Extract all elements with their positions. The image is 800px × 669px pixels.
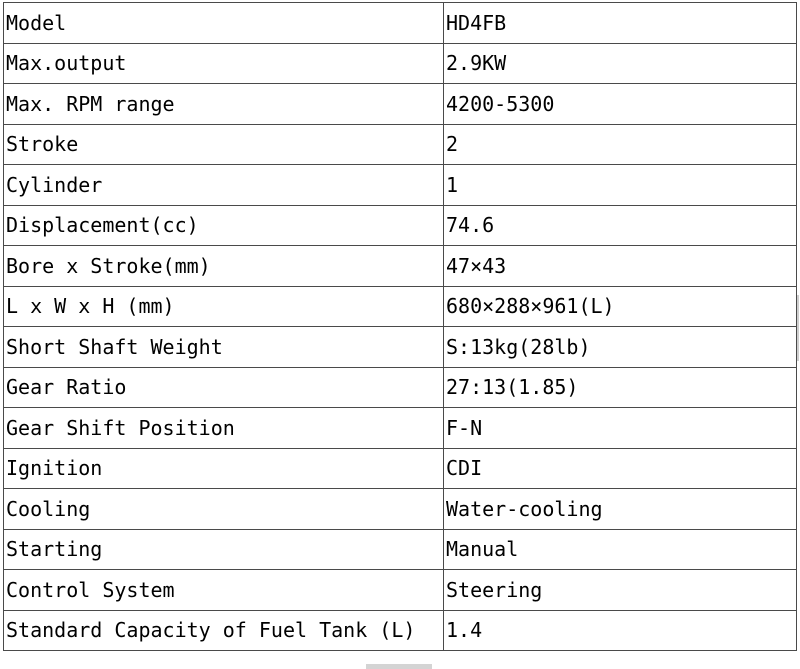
spec-label: Cooling: [4, 489, 444, 530]
table-row: [4, 124, 797, 165]
spec-label: Standard Capacity of Fuel Tank (L): [4, 610, 444, 651]
spec-table: [3, 2, 797, 651]
spec-label: Bore x Stroke(mm): [4, 246, 444, 287]
spec-label: Stroke: [4, 124, 444, 165]
spec-label: L x W x H (mm): [4, 286, 444, 327]
spec-value: Steering: [444, 570, 797, 611]
table-row: [4, 43, 797, 84]
table-row: [4, 3, 797, 44]
table-row: [4, 246, 797, 287]
spec-value: 4200-5300: [444, 84, 797, 125]
table-row: [4, 610, 797, 651]
spec-label: Displacement(cc): [4, 205, 444, 246]
spec-value: 2: [444, 124, 797, 165]
spec-label: Gear Shift Position: [4, 408, 444, 449]
table-row: [4, 205, 797, 246]
spec-label: Cylinder: [4, 165, 444, 206]
spec-value: 27:13(1.85): [444, 367, 797, 408]
spec-label: Ignition: [4, 448, 444, 489]
spec-value: Manual: [444, 529, 797, 570]
right-edge-scrollbar[interactable]: [797, 295, 799, 361]
spec-label: Max. RPM range: [4, 84, 444, 125]
horizontal-scrollbar-thumb[interactable]: [366, 664, 432, 669]
spec-label: Starting: [4, 529, 444, 570]
spec-value: 47×43: [444, 246, 797, 287]
spec-value: 1.4: [444, 610, 797, 651]
table-row: [4, 408, 797, 449]
spec-value: CDI: [444, 448, 797, 489]
spec-value: 2.9KW: [444, 43, 797, 84]
table-row: [4, 489, 797, 530]
table-row: [4, 165, 797, 206]
spec-value: S:13kg(28lb): [444, 327, 797, 368]
spec-value: 74.6: [444, 205, 797, 246]
table-row: [4, 327, 797, 368]
table-row: [4, 570, 797, 611]
spec-value: 1: [444, 165, 797, 206]
spec-value: HD4FB: [444, 3, 797, 44]
table-row: [4, 529, 797, 570]
spec-label: Control System: [4, 570, 444, 611]
table-row: [4, 448, 797, 489]
spec-label: Gear Ratio: [4, 367, 444, 408]
spec-label: Short Shaft Weight: [4, 327, 444, 368]
spec-value: F-N: [444, 408, 797, 449]
table-row: [4, 84, 797, 125]
spec-label: Max.output: [4, 43, 444, 84]
table-row: [4, 286, 797, 327]
table-row: [4, 367, 797, 408]
spec-value: 680×288×961(L): [444, 286, 797, 327]
spec-label: Model: [4, 3, 444, 44]
spec-value: Water-cooling: [444, 489, 797, 530]
